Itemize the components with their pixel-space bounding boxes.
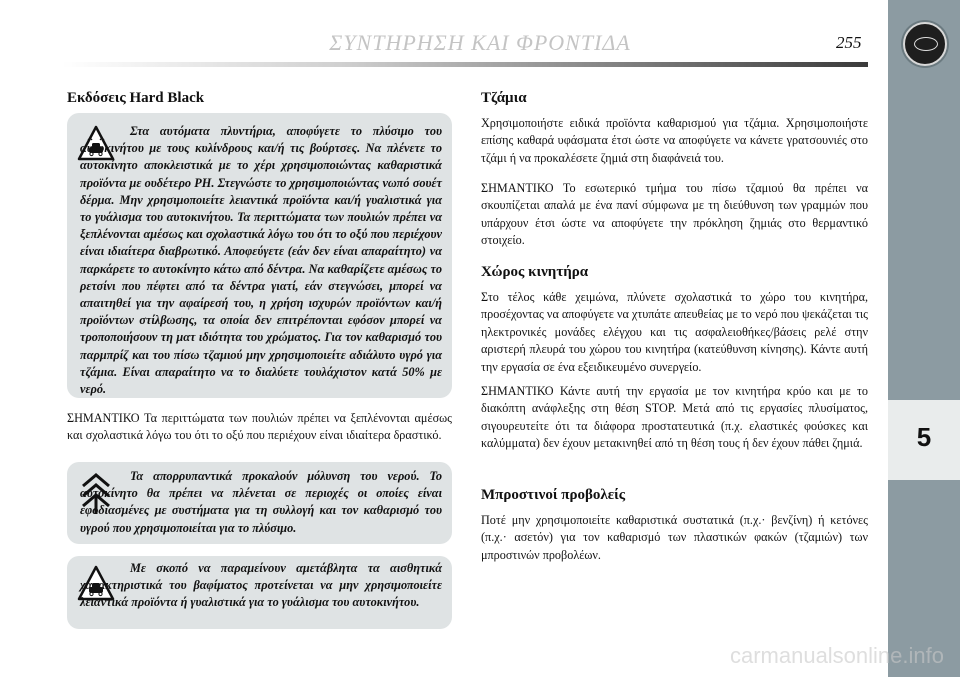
- glass-paragraph-1: Χρησιμοποιήστε ειδικά προϊόντα καθαρισμού για τζάμια. Χρησιμοποιήστε επίσης καθαρά υφάσματα έτσι ώστε να αποφύγετε να κάνετε γρατσουνιές στο τζάμι ή να προκαλέσετε ζημιά στη διαφάνειά του.: [481, 116, 868, 165]
- environment-note-text: Τα απορρυπαντικά προκαλούν μόλυνση του νερού. Το αυτοκίνητο θα πρέπει να πλένεται σε περιοχές οι οποίες είναι εφοδιασμένες με συστήματα για τη συλλογή και τον καθαρισμό του υγρού που χρησιμοποιείται για το πλύσιμο.: [80, 469, 442, 535]
- section-title-headlights: Μπροστινοί προβολείς: [481, 487, 626, 503]
- chapter-tab[interactable]: [888, 400, 960, 480]
- page-header-title: ΣΥΝΤΗΡΗΣΗ ΚΑΙ ΦΡΟΝΤΙΔΑ: [329, 30, 631, 55]
- section-title-engine-bay: Χώρος κινητήρα: [481, 264, 589, 280]
- important-paragraph-bird-droppings: ΣΗΜΑΝΤΙΚΟ Τα περιττώματα των πουλιών πρέπει να ξεπλένονται αμέσως και σχολαστικά λόγω του ότι το οξύ που περιέχουν είναι ιδιαίτερα δραστικό.: [67, 411, 452, 443]
- paint-note-text: Με σκοπό να παραμείνουν αμετάβλητα τα αισθητικά χαρακτηριστικά του βαφίματος προτείνεται να μην χρησιμοποιείτε λειαντικά προϊόντα ή γυαλιστικά για το γυάλισμα του αυτοκινήτου.: [80, 561, 442, 610]
- environment-note: [67, 462, 452, 544]
- warning-note-hard-black: [67, 113, 452, 398]
- headlights-paragraph: Ποτέ μην χρησιμοποιείτε καθαριστικά συστατικά (π.χ.· βενζίνη) ή κετόνες (π.χ.· ασετόν) για τον καθαρισμό των πλαστικών φακών (τζαμιών) των μπροστινών προβολέων.: [481, 513, 868, 562]
- header-rule: [62, 62, 868, 67]
- engine-bay-paragraph-2: ΣΗΜΑΝΤΙΚΟ Κάντε αυτή την εργασία με τον κινητήρα κρύο και με το διακόπτη ανάφλεξης στη θέση STOP. Μετά από τις εργασίες πλυσίματος, σιγουρευτείτε ότι τα διάφορα προστατευτικά (π.χ. ελαστικές φούσκες και καλύμματα) δεν έχουν μετακινηθεί από τη θέση τους ή δεν έχουν πάθει ζημιά.: [481, 384, 868, 451]
- chapter-sidebar: [888, 0, 960, 677]
- watermark: carmanualsonline.info: [729, 643, 944, 668]
- warning-note-text: Στα αυτόματα πλυντήρια, αποφύγετε το πλύσιμο του αυτοκινήτου με τους κυλίνδρους και/ή τις βούρτσες. Να πλένετε το αυτοκίνητο αποκλειστικά με το χέρι χρησιμοποιώντας καθαριστικά προϊόντα με ουδέτερο PH. Στεγνώστε το χρησιμοποιώντας νωπό σουέτ δέρμα. Μην χρησιμοποιείτε λειαντικά προϊόντα και/ή γυαλιστικά για το γυάλισμα του αυτοκινήτου. Τα περιττώματα των πουλιών πρέπει να ξεπλένονται αμέσως και σχολαστικά λόγω του ότι το οξύ που περιέχουν είναι ιδιαίτερα διαβρωτικό. Αποφεύγετε (εάν δεν είναι απαραίτητο) να παρκάρετε το αυτοκίνητο κάτω από δέντρα. Να καθαρίζετε αμέσως το ρετσίνι που πέφτει από τα δέντρα γιατί, εάν στεγνώσει, μπορεί να απαιτηθεί για την αφαίρεσή του, η χρήση ισχυρών προϊόντων και/ή προϊόντων στίλβωσης, τα οποία δεν επιτρέπονται εφόσον μπορεί να τροποποιήσουν τη ματ ιδιότητα του χρώματος. Για τον καθαρισμό του παρμπρίζ και του πίσω τζαμιού μην χρησιμοποιείτε αδιάλυτο υγρό για τζάμια. Είναι απαραίτητο να το διαλύετε τουλάχιστον κατά 50% με νερό.: [80, 124, 442, 397]
- warning-note-paint: [67, 556, 452, 629]
- chapter-number: 5: [916, 422, 932, 452]
- section-title-hard-black: Εκδόσεις Hard Black: [67, 90, 205, 106]
- page-number: 255: [836, 33, 862, 52]
- glass-paragraph-2: ΣΗΜΑΝΤΙΚΟ Το εσωτερικό τμήμα του πίσω τζαμιού θα πρέπει να σκουπίζεται απαλά με ένα πανί σύμφωνα με τη διεύθυνση των γραμμών που υπάρχουν έτσι ώστε να αποφύγετε την πρόκληση ζημιάς στο θερμαντικό στοιχείο.: [481, 181, 868, 248]
- section-title-glass: Τζάμια: [481, 90, 527, 106]
- lancia-logo-icon: [903, 22, 947, 66]
- engine-bay-paragraph-1: Στο τέλος κάθε χειμώνα, πλύνετε σχολαστικά το χώρο του κινητήρα, προσέχοντας να αποφύγετε να χτυπάτε απευθείας με το νερό που ψεκάζεται τις ηλεκτρονικές μονάδες ελέγχου και τις ασφαλειοθήκες/βάσεις ρελέ στην αριστερή πλευρά του χώρου του κινητήρα (κατεύθυνση κίνησης). Κάντε αυτή την εργασία σε ένα εξειδικευμένο συνεργείο.: [481, 290, 868, 374]
